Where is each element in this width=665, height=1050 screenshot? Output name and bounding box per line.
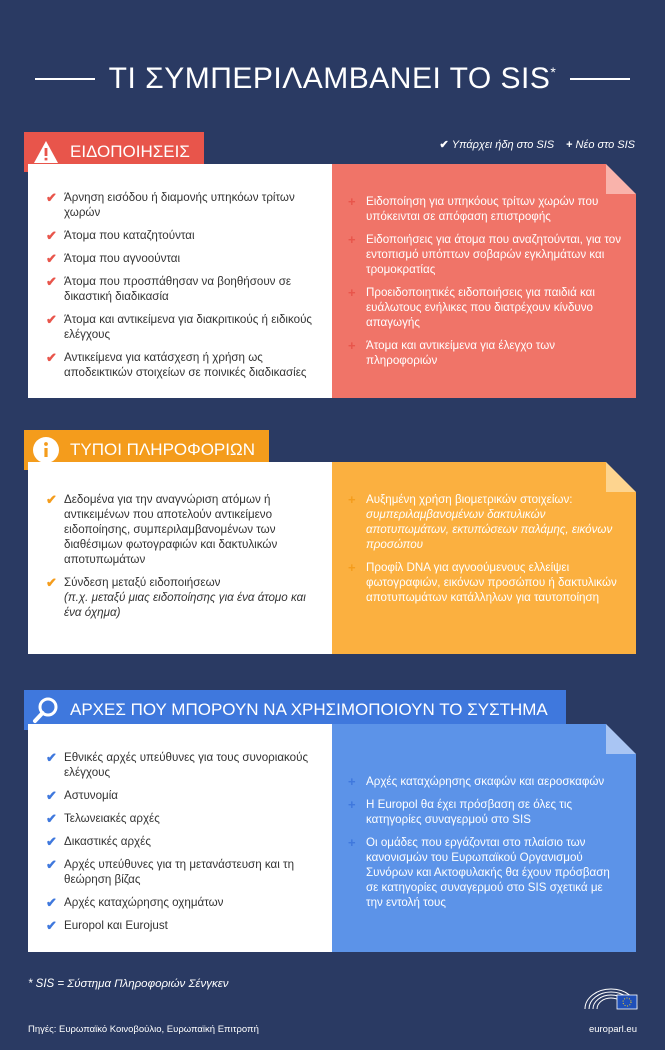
- check-icon: ✔: [46, 350, 57, 365]
- list-item: [348, 797, 622, 827]
- list-item-text: Εθνικές αρχές υπεύθυνες για τους συνοριακούς ελέγχους: [64, 751, 309, 779]
- page-fold: [606, 462, 636, 492]
- list-item-text: Αρχές καταχώρησης οχημάτων: [64, 896, 224, 909]
- check-icon: ✔: [46, 857, 57, 872]
- legend-existing: ✔ Υπάρχει ήδη στο SIS: [439, 139, 555, 151]
- check-icon: ✔: [46, 190, 57, 205]
- legend-new: + Νέο στο SIS: [566, 138, 635, 151]
- site-url: europarl.eu: [588, 1024, 637, 1035]
- check-icon: ✔: [46, 918, 57, 933]
- authorities-new-list: [348, 774, 622, 910]
- list-item: [46, 788, 320, 803]
- list-item-text: Αρχές καταχώρησης σκαφών και αεροσκαφών: [366, 775, 605, 788]
- list-item-text: Αστυνομία: [64, 789, 119, 802]
- list-item: [46, 811, 320, 826]
- check-icon: ✔: [46, 492, 57, 507]
- info-new-panel: [332, 462, 636, 654]
- plus-icon: +: [348, 492, 356, 507]
- authorities-new-panel: [332, 724, 636, 952]
- list-item-text: Άτομα και αντικείμενα για διακριτικούς ή ειδικούς ελέγχους: [64, 313, 313, 341]
- list-item: [46, 857, 320, 887]
- list-item: [46, 575, 320, 620]
- page-fold: [606, 724, 636, 754]
- list-item-text: Προφίλ DNA για αγνοούμενους ελλείψει φωτογραφιών, εικόνων προσώπου ή δακτυλικών αποτυπωμάτων κατάλληλων για ταυτοποίηση: [366, 561, 617, 604]
- section-alerts-card: [28, 164, 636, 398]
- title-row: [0, 62, 665, 96]
- alerts-new-panel: [332, 164, 636, 398]
- plus-icon: +: [348, 194, 356, 209]
- section-info-title: ΤΥΠΟΙ ΠΛΗΡΟΦΟΡΙΩΝ: [70, 440, 255, 459]
- page-fold: [606, 164, 636, 194]
- list-item-text: Δεδομένα για την αναγνώριση ατόμων ή αντικειμένων που αποτελούν αντικείμενο ειδοποίησης, συμπεριλαμβανομένων των διαθέσιμων φωτογραφιών και δακτυλικών αποτυπωμάτων: [64, 493, 278, 566]
- info-new-list: [348, 492, 622, 605]
- list-item-text: Σύνδεση μεταξύ ειδοποιήσεων (π.χ. μεταξύ μιας ειδοποίησης για ένα άτομο και ένα όχημα): [64, 576, 306, 619]
- check-icon: ✔: [46, 312, 57, 327]
- plus-icon: +: [348, 835, 356, 850]
- list-item-text: Ειδοποιήσεις για άτομα που αναζητούνται, για τον εντοπισμό υπόπτων σοβαρών εγκλημάτων και τρομοκρατίας: [366, 233, 622, 276]
- list-item-text: Άτομα που αγνοούνται: [64, 252, 181, 265]
- alerts-existing-list: [46, 190, 320, 380]
- list-item-text: Ειδοποίηση για υπηκόους τρίτων χωρών που υπόκεινται σε απόφαση επιστροφής: [366, 195, 599, 223]
- list-item: [46, 251, 320, 266]
- alerts-existing-panel: [28, 164, 332, 398]
- list-item: [46, 312, 320, 342]
- check-icon: ✔: [46, 788, 57, 803]
- list-item: [348, 338, 622, 368]
- check-icon: ✔: [46, 274, 57, 289]
- list-item-text: Αρχές υπεύθυνες για τη μετανάστευση και τη θεώρηση βίζας: [64, 858, 295, 886]
- list-item: [46, 895, 320, 910]
- page-title: ΤΙ ΣΥΜΠΕΡΙΛΑΜΒΑΝΕΙ ΤΟ SIS*: [108, 62, 557, 95]
- list-item: [46, 918, 320, 933]
- list-item: [46, 274, 320, 304]
- list-item: [348, 835, 622, 910]
- list-item: [46, 228, 320, 243]
- info-existing-list: [46, 492, 320, 620]
- plus-icon: +: [348, 774, 356, 789]
- check-icon: ✔: [439, 139, 449, 151]
- list-item-text: Δικαστικές αρχές: [64, 835, 151, 848]
- list-item-text: Αυξημένη χρήση βιομετρικών στοιχείων: συμπεριλαμβανομένων δακτυλικών αποτυπωμάτων, εκτυπώσεων παλάμης, εικόνων προσώπου: [366, 493, 613, 551]
- list-item-text: Αντικείμενα για κατάσχεση ή χρήση ως αποδεικτικών στοιχείων σε ποινικές διαδικασίες: [64, 351, 307, 379]
- check-icon: ✔: [46, 811, 57, 826]
- search-icon: [32, 696, 60, 724]
- list-item: [348, 492, 622, 552]
- info-icon: [32, 436, 60, 464]
- authorities-existing-list: [46, 750, 320, 933]
- list-item-text: Οι ομάδες που εργάζονται στο πλαίσιο των κανονισμών του Ευρωπαϊκού Οργανισμού Συνόρων και Ακτοφυλακής θα έχουν πρόσβαση σε κατηγορίες συναγερμού στο SIS σχετικά με την εντολή τους: [366, 836, 610, 909]
- check-icon: ✔: [46, 228, 57, 243]
- check-icon: ✔: [46, 251, 57, 266]
- plus-icon: +: [566, 138, 573, 151]
- section-authorities-title: ΑΡΧΕΣ ΠΟΥ ΜΠΟΡΟΥΝ ΝΑ ΧΡΗΣΙΜΟΠΟΙΟΥΝ ΤΟ ΣΥΣΤΗΜΑ: [70, 700, 548, 719]
- warning-icon: [32, 138, 60, 166]
- sources: Πηγές: Ευρωπαϊκό Κοινοβούλιο, Ευρωπαϊκή Επιτροπή: [28, 1024, 259, 1035]
- section-authorities-card: [28, 724, 636, 952]
- list-item: [46, 750, 320, 780]
- list-item-text: Άτομα και αντικείμενα για έλεγχο των πληροφοριών: [366, 339, 556, 367]
- list-item-text: Άρνηση εισόδου ή διαμονής υπηκόων τρίτων χωρών: [64, 191, 295, 219]
- title-divider-right: [570, 78, 630, 80]
- plus-icon: +: [348, 560, 356, 575]
- list-item-text: Προειδοποιητικές ειδοποιήσεις για παιδιά και ευάλωτους ενήλικες που διατρέχουν κίνδυνο απαγωγής: [366, 286, 595, 329]
- section-alerts-title: ΕΙΔΟΠΟΙΗΣΕΙΣ: [70, 142, 190, 161]
- plus-icon: +: [348, 797, 356, 812]
- list-item-text: Τελωνειακές αρχές: [64, 812, 160, 825]
- list-item: [46, 492, 320, 567]
- list-item: [46, 834, 320, 849]
- legend: [440, 138, 635, 151]
- info-existing-panel: [28, 462, 332, 654]
- section-info-card: [28, 462, 636, 654]
- title-divider-left: [35, 78, 95, 80]
- list-item: [348, 232, 622, 277]
- list-item: [46, 190, 320, 220]
- check-icon: ✔: [46, 834, 57, 849]
- list-item: [348, 194, 622, 224]
- check-icon: ✔: [46, 750, 57, 765]
- authorities-existing-panel: [28, 724, 332, 952]
- alerts-new-list: [348, 194, 622, 368]
- list-item-text: Η Europol θα έχει πρόσβαση σε όλες τις κατηγορίες συναγερμού στο SIS: [366, 798, 573, 826]
- check-icon: ✔: [46, 575, 57, 590]
- list-item: [348, 774, 622, 789]
- plus-icon: +: [348, 232, 356, 247]
- list-item: [46, 350, 320, 380]
- plus-icon: +: [348, 285, 356, 300]
- list-item-text: Europol και Eurojust: [64, 919, 168, 932]
- list-item-text: Άτομα που καταζητούνται: [64, 229, 195, 242]
- check-icon: ✔: [46, 895, 57, 910]
- european-parliament-logo: [583, 985, 639, 1017]
- list-item: [348, 285, 622, 330]
- footnote: * SIS = Σύστημα Πληροφοριών Σένγκεν: [28, 978, 229, 990]
- list-item: [348, 560, 622, 605]
- plus-icon: +: [348, 338, 356, 353]
- list-item-text: Άτομα που προσπάθησαν να βοηθήσουν σε δικαστική διαδικασία: [64, 275, 292, 303]
